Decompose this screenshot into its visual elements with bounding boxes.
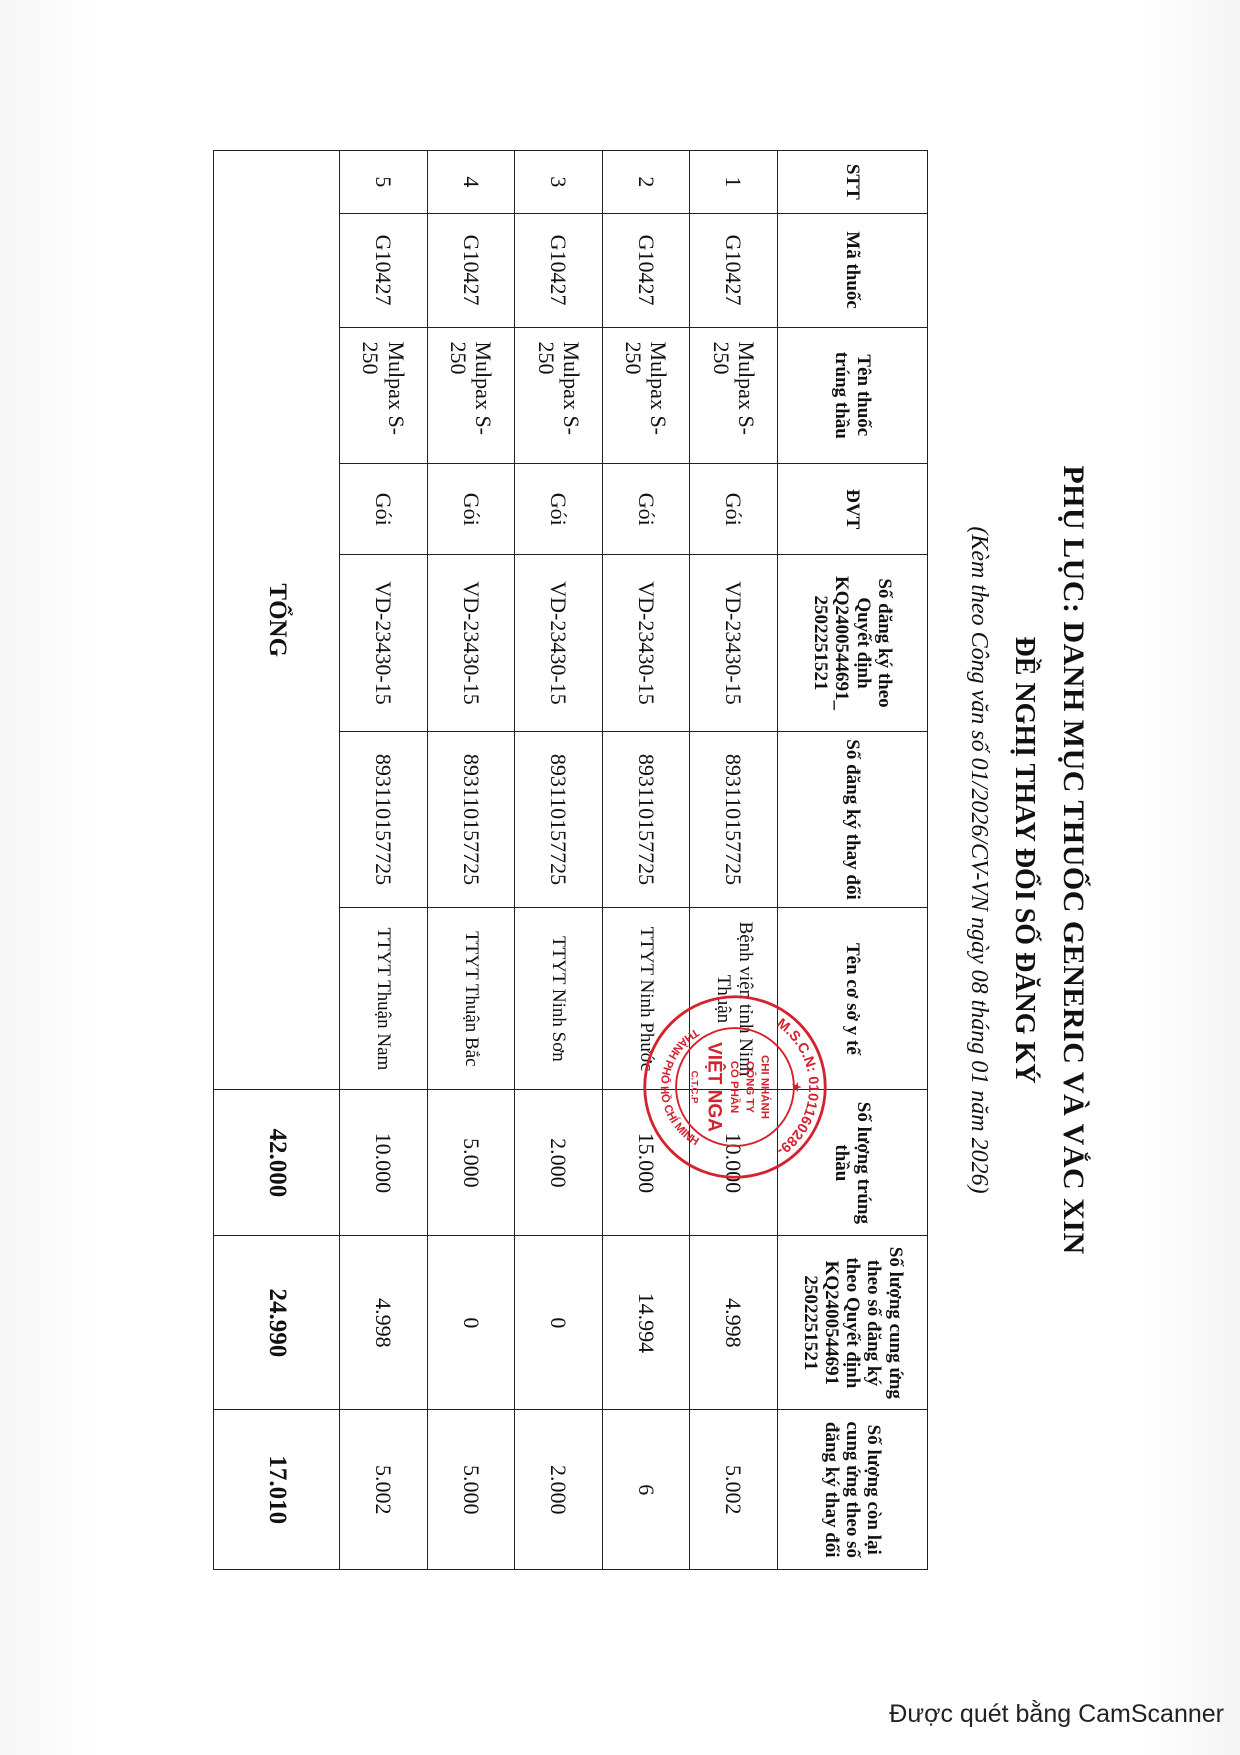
header-sl-cung-ung: Số lượng cung ứng theo số đăng ký theo Quyết định KQ2400544691 2502251521 [778,1236,928,1410]
cell-sl-con-lai: 5.002 [340,1410,428,1570]
cell-so-dk-thay-doi: 893110157725 [602,731,690,908]
cell-ten-thuoc: Mulpax S-250 [602,327,690,464]
stamp-line-1: CHI NHÁNH [758,1055,771,1119]
total-sl-trung-thau: 42.000 [214,1090,340,1236]
cell-co-so-y-te: TTYT Ninh Sơn [515,908,603,1090]
stamp-line-4: VIỆT NGA [703,1042,725,1132]
header-ma-thuoc: Mã thuốc [778,213,928,327]
cell-stt: 4 [427,151,515,214]
rotated-page [190,150,1090,1570]
cell-so-dk-thay-doi: 893110157725 [690,731,778,908]
cell-sl-cung-ung: 4.998 [690,1236,778,1410]
cell-so-dk-quyet-dinh: VD-23430-15 [690,555,778,732]
cell-so-dk-quyet-dinh: VD-23430-15 [340,555,428,732]
total-label: TỔNG [214,151,340,1090]
cell-dvt: Gói [427,464,515,555]
cell-ten-thuoc: Mulpax S-250 [340,327,428,464]
header-sl-con-lai: Số lượng còn lại cung ứng theo số đăng ký thay đổi [778,1410,928,1570]
cell-ma-thuoc: G10427 [427,213,515,327]
cell-so-dk-thay-doi: 893110157725 [515,731,603,908]
cell-dvt: Gói [602,464,690,555]
cell-sl-trung-thau: 2.000 [515,1090,603,1236]
cell-so-dk-quyet-dinh: VD-23430-15 [602,555,690,732]
cell-so-dk-quyet-dinh: VD-23430-15 [427,555,515,732]
cell-stt: 2 [602,151,690,214]
cell-ma-thuoc: G10427 [690,213,778,327]
cell-sl-cung-ung: 4.998 [340,1236,428,1410]
header-dvt: ĐVT [778,464,928,555]
stamp-bottom-text: THÀNH PHỐ HỒ CHÍ MINH [657,1025,701,1149]
header-ten-thuoc: Tên thuốc trúng thầu [778,327,928,464]
table-row [340,151,428,1570]
cell-sl-cung-ung: 0 [515,1236,603,1410]
cell-so-dk-thay-doi: 893110157725 [427,731,515,908]
cell-so-dk-quyet-dinh: VD-23430-15 [515,555,603,732]
company-stamp [640,992,830,1182]
cell-sl-cung-ung: 14.994 [602,1236,690,1410]
table-header-row [778,151,928,1570]
cell-co-so-y-te: TTYT Ninh Phước [602,908,690,1090]
cell-sl-con-lai: 5.000 [427,1410,515,1570]
cell-stt: 1 [690,151,778,214]
cell-co-so-y-te: TTYT Thuận Bắc [427,908,515,1090]
total-sl-con-lai: 17.010 [214,1410,340,1570]
header-stt: STT [778,151,928,214]
document-title: PHỤ LỤC: DANH MỤC THUỐC GENERIC VÀ VẮC XIN [1057,465,1090,1255]
document-note: (Kèm theo Công văn số 01/2026/CV-VN ngày 08 tháng 01 năm 2026) [966,526,992,1194]
drug-table [213,150,928,1570]
cell-ma-thuoc: G10427 [340,213,428,327]
header-sl-trung-thau: Số lượng trúng thầu [778,1090,928,1236]
cell-ma-thuoc: G10427 [515,213,603,327]
stamp-side-text: C.T.C.P [688,1070,700,1104]
cell-so-dk-thay-doi: 893110157725 [340,731,428,908]
document-subtitle: ĐỀ NGHỊ THAY ĐỔI SỐ ĐĂNG KÝ [1009,636,1040,1084]
cell-sl-con-lai: 2.000 [515,1410,603,1570]
cell-dvt: Gói [340,464,428,555]
cell-ma-thuoc: G10427 [602,213,690,327]
cell-co-so-y-te: Bệnh viện tỉnh Ninh Thuận [690,908,778,1090]
cell-ten-thuoc: Mulpax S-250 [515,327,603,464]
header-co-so-y-te: Tên cơ sở y tế [778,908,928,1090]
cell-dvt: Gói [690,464,778,555]
cell-ten-thuoc: Mulpax S-250 [690,327,778,464]
total-row [214,151,340,1570]
table-row [690,151,778,1570]
cell-sl-cung-ung: 0 [427,1236,515,1410]
header-so-dk-quyet-dinh: Số đăng ký theo Quyết định KQ2400544691_ 2502251521 [778,555,928,732]
cell-dvt: Gói [515,464,603,555]
cell-stt: 5 [340,151,428,214]
cell-sl-trung-thau: 10.000 [690,1090,778,1236]
stamp-star-icon: ★ [789,1081,804,1093]
cell-co-so-y-te: TTYT Thuận Nam [340,908,428,1090]
cell-sl-con-lai: 6 [602,1410,690,1570]
cell-stt: 3 [515,151,603,214]
stamp-outer-text: M.S.C.N: 0101160289- [773,1015,822,1159]
table-row [427,151,515,1570]
total-sl-cung-ung: 24.990 [214,1236,340,1410]
cell-sl-trung-thau: 5.000 [427,1090,515,1236]
cell-sl-trung-thau: 10.000 [340,1090,428,1236]
cell-sl-con-lai: 5.002 [690,1410,778,1570]
stamp-line-2: CÔNG TY [743,1061,756,1113]
table-row [602,151,690,1570]
cell-sl-trung-thau: 15.000 [602,1090,690,1236]
table-row [515,151,603,1570]
stamp-line-3: CỔ PHẦN [728,1060,741,1114]
header-so-dk-thay-doi: Số đăng ký thay đổi [778,731,928,908]
cell-ten-thuoc: Mulpax S-250 [427,327,515,464]
scanner-watermark: Được quét bằng CamScanner [889,1700,1224,1728]
